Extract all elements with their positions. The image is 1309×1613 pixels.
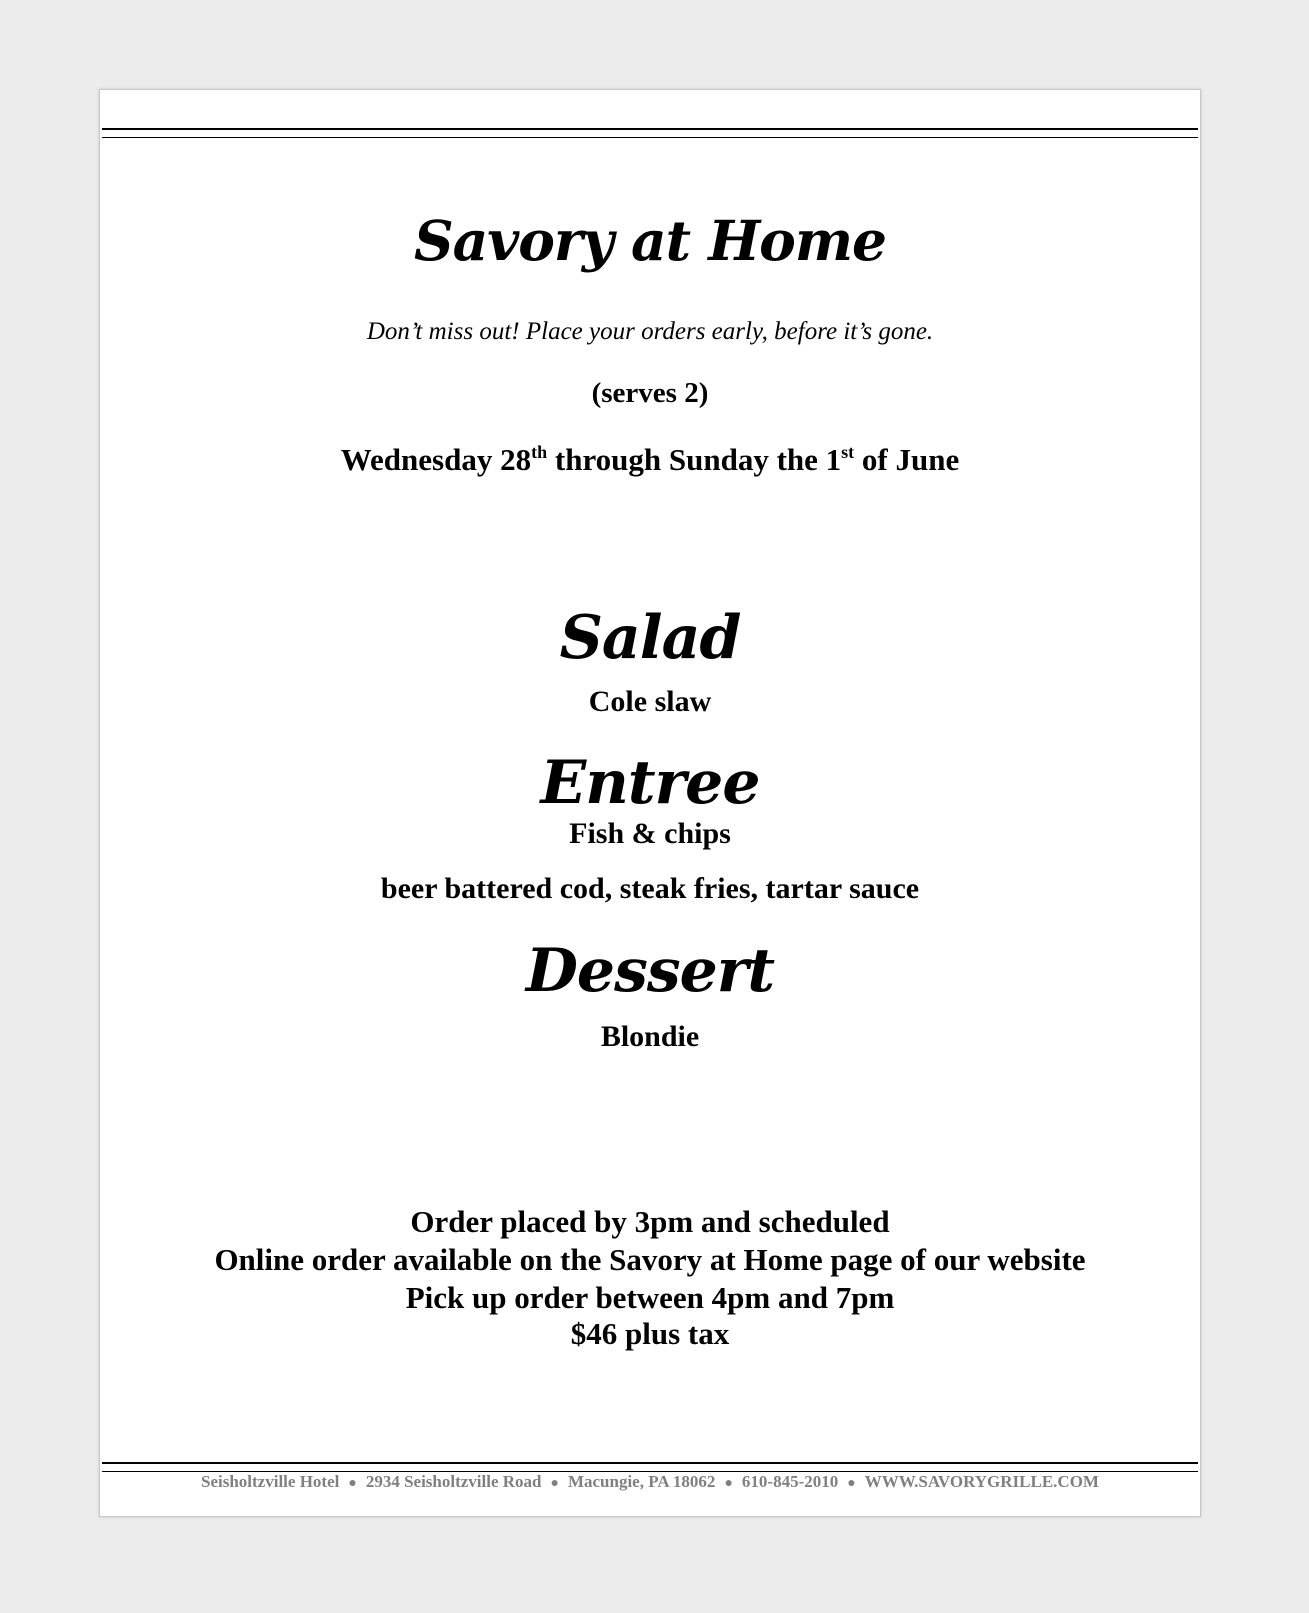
header-rule-bottom [102,137,1198,138]
bullet-icon: ● [348,1476,357,1491]
date-range [100,442,1200,478]
entree-description: beer battered cod, steak fries, tartar sauce [380,872,920,905]
order-info-line: Online order available on the Savory at Home page of our website [214,1242,1086,1277]
tagline: Don’t miss out! Place your orders early, before it’s gone. [366,318,934,345]
dessert-item: Blondie [600,1020,700,1053]
date-part: through Sunday the 1 [547,442,842,477]
salad-heading: Salad [559,603,741,673]
footer-rule-top [102,1462,1198,1464]
dessert-heading: Dessert [525,936,775,1006]
bullet-icon: ● [550,1476,559,1491]
entree-item: Fish & chips [569,817,731,850]
salad-item: Cole slaw [588,685,712,718]
date-ordinal: st [841,442,855,462]
date-part: of June [854,442,960,477]
footer-city: Macungie, PA 18062 [567,1472,716,1491]
entree-heading: Entree [540,748,760,818]
document-page [99,89,1201,1517]
order-info-line: Order placed by 3pm and scheduled [410,1204,890,1239]
date-ordinal: th [531,442,548,462]
footer-name: Seisholtzville Hotel [201,1472,340,1491]
footer-website: WWW.SAVORYGRILLE.COM [864,1472,1099,1491]
footer [100,1472,1200,1492]
date-part: Wednesday 28 [340,442,532,477]
serves-note: (serves 2) [591,377,709,409]
header-rule-top [102,128,1198,130]
document-title: Savory at Home [413,208,887,273]
bullet-icon: ● [847,1476,856,1491]
price-line: $46 plus tax [570,1316,730,1351]
footer-phone: 610-845-2010 [741,1472,839,1491]
order-info-line: Pick up order between 4pm and 7pm [405,1280,895,1315]
bullet-icon: ● [724,1476,733,1491]
footer-address: 2934 Seisholtzville Road [365,1472,542,1491]
